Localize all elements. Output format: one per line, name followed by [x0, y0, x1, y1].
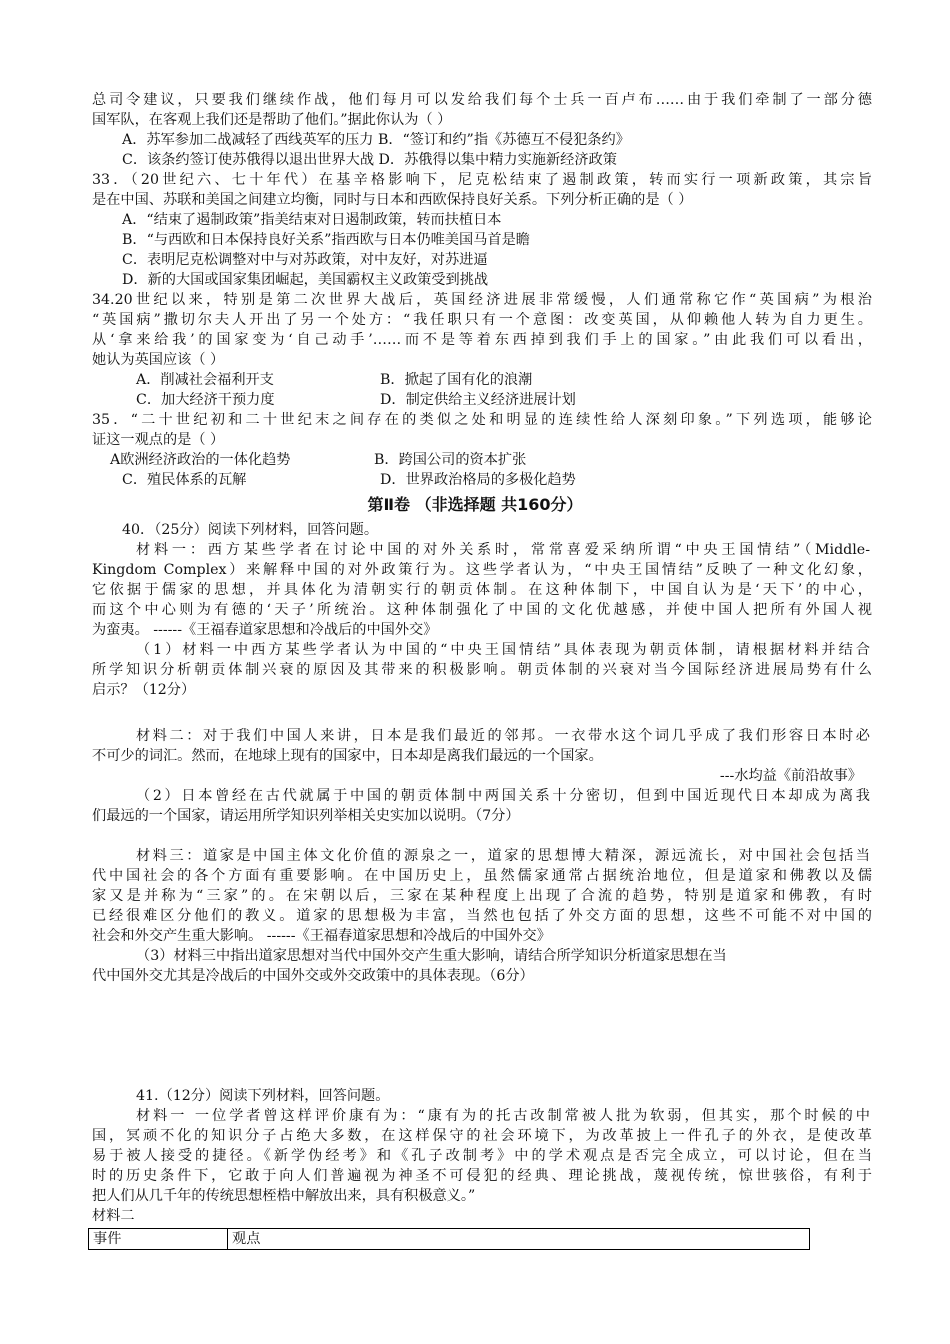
material-1: 材料一：西方某些学者在讨论中国的对外关系时，常常喜爱采纳所谓“中央王国情结”（Middle- — [136, 542, 870, 558]
material-table — [88, 1228, 810, 1250]
option-a: A．削减社会福利开支 — [136, 372, 274, 388]
text-line: 们最远的一个国家，请运用所学知识列举相关史实加以说明。（7分） — [92, 808, 520, 824]
text-line: 她认为英国应该（ ） — [92, 352, 225, 368]
text-line: 证这一观点的是（ ） — [92, 432, 225, 448]
text-line: 所学知识分析朝贡体制兴衰的原因及其带来的积极影响。朝贡体制的兴衰对当今国际经济进展局势有什么 — [92, 662, 872, 678]
text-line: 总司令建议，只要我们继续作战，他们每月可以发给我们每个士兵一百卢布……由于我们牵制了一部分德 — [92, 92, 872, 108]
question-41: 41.（12分）阅读下列材料，回答问题。 — [136, 1088, 390, 1104]
option-b: B．跨国公司的资本扩张 — [374, 452, 527, 468]
option-line: C．该条约签订使苏俄得以退出世界大战 D．苏俄得以集中精力实施新经济政策 — [122, 152, 617, 168]
text-line: 从‘拿来给我’的国家变为‘自己动手’……而不是等着东西掉到我们手上的国家。”由此我们可以看出， — [92, 332, 872, 348]
text-line: 时的历史条件下，它敢于向人们普遍视为神圣不可侵犯的经典、理论挑战，蔑视传统，惊世骇俗，有利于 — [92, 1168, 872, 1184]
question-33: 33．（20世纪六、七十年代）在基辛格影响下，尼克松结束了遏制政策，转而实行一项新政策，其宗旨 — [92, 172, 872, 188]
question-40: 40．（25分）阅读下列材料，回答问题。 — [122, 522, 379, 538]
table-header-viewpoint: 观点 — [228, 1229, 810, 1250]
sub-question-2: （2）日本曾经在古代就属于中国的朝贡体制中两国关系十分密切，但到中国近现代日本却成为离我 — [136, 788, 870, 804]
text-line: 国军队，在客观上我们还是帮助了他们。”据此你认为（ ） — [92, 112, 452, 128]
text-line: 国，冥顽不化的知识分子占绝大多数，在这样保守的社会环境下，为改革披上一件孔子的外衣，是使改革 — [92, 1128, 872, 1144]
text-line: 启示？（12分） — [92, 682, 196, 698]
material-3: 材料三：道家是中国主体文化价值的源泉之一，道家的思想博大精深，源远流长，对中国社会包括当 — [136, 848, 870, 864]
option-c: C．加大经济干预力度 — [136, 392, 275, 408]
text-line: 把人们从几千年的传统思想桎梏中解放出来，具有积极意义。” — [92, 1188, 476, 1204]
option-a: A欧洲经济政治的一体化趋势 — [110, 452, 291, 468]
text-line: 不可少的词汇。然而，在地球上现有的国家中，日本却是离我们最远的一个国家。 — [92, 748, 603, 764]
source-citation: ---水均益《前沿故事》 — [719, 768, 862, 784]
option-d: D．新的大国或国家集团崛起，美国霸权主义政策受到挑战 — [122, 272, 489, 288]
text-line: “英国病”撒切尔夫人开出了另一个处方：“我任职只有一个意图：改变英国，从仰赖他人转为自力更生。 — [92, 312, 872, 328]
sub-question-1: （1）材料一中西方某些学者认为中国的“中央王国情结”具体表现为朝贡体制，请根据材料并结合 — [136, 642, 870, 658]
table-header-row — [89, 1229, 810, 1250]
material-2-label: 材料二 — [92, 1208, 135, 1224]
option-d: D．制定供给主义经济进展计划 — [380, 392, 576, 408]
material-2: 材料二：对于我们中国人来讲，日本是我们最近的邻邦。一衣带水这个词几乎成了我们形容日本时必 — [136, 728, 870, 744]
text-line: 家又是并称为“三家”的。在宋朝以后，三家在某种程度上出现了合流的趋势，特别是道家和佛教，有时 — [92, 888, 872, 904]
sub-question-3: （3）材料三中指出道家思想对当代中国外交产生重大影响，请结合所学知识分析道家思想在当 — [136, 948, 727, 964]
option-b: B．“与西欧和日本保持良好关系”指西欧与日本仍唯美国马首是瞻 — [122, 232, 530, 248]
text-line: 它依据于儒家的思想，并具体化为清朝实行的朝贡体制。在这种体制下，中国自认为是‘天下’的中心， — [92, 582, 872, 598]
option-a: A．“结束了遏制政策”指美结束对日遏制政策，转而扶植日本 — [122, 212, 502, 228]
source-citation: 为蛮夷。 ------《王福春道家思想和冷战后的中国外交》 — [92, 622, 438, 638]
text-line: 是在中国、苏联和美国之间建立均衡，同时与日本和西欧保持良好关系。下列分析正确的是（ ） — [92, 192, 693, 208]
text-line: 已经很难区分他们的教义。道家的思想极为丰富，当然也包括了外交方面的思想，这些不可能不对中国的 — [92, 908, 872, 924]
option-b: B．掀起了国有化的浪潮 — [380, 372, 533, 388]
text-line: 代中国社会的各个方面有重要影响。在中国历史上，虽然儒家通常占据统治地位，但是道家和佛教以及儒 — [92, 868, 872, 884]
text-line: 而这个中心则为有德的‘天子’所统治。这种体制强化了中国的文化优越感，并使中国人把所有外国人视 — [92, 602, 872, 618]
option-c: C．表明尼克松调整对中与对苏政策，对中友好，对苏进逼 — [122, 252, 488, 268]
option-line: A．苏军参加二战减轻了西线英军的压力 B．“签订和约”指《苏德互不侵犯条约》 — [122, 132, 630, 148]
source-citation: 社会和外交产生重大影响。 ------《王福春道家思想和冷战后的中国外交》 — [92, 928, 551, 944]
text-line: Kingdom Complex）来解释中国的对外政策行为。这些学者认为，“中央王国情结”反映了一种文化幻象， — [92, 562, 872, 578]
option-d: D．世界政治格局的多极化趋势 — [380, 472, 576, 488]
text-line: 代中国外交尤其是冷战后的中国外交或外交政策中的具体表现。（6分） — [92, 968, 534, 984]
text-line: 易于被人接受的捷径。《新学伪经考》和《孔子改制考》中的学术观点是否完全成立，可以讨论，但在当 — [92, 1148, 872, 1164]
table-header-event: 事件 — [89, 1229, 228, 1250]
section-heading: 第Ⅱ卷 （非选择题 共160分） — [367, 495, 583, 514]
material-1: 材料一 一位学者曾这样评价康有为：“康有为的托古改制常被人批为软弱，但其实，那个时候的中 — [136, 1108, 870, 1124]
question-35: 35．“二十世纪初和二十世纪末之间存在的类似之处和明显的连续性给人深刻印象。”下列选项，能够论 — [92, 412, 872, 428]
question-34: 34.20世纪以来，特别是第二次世界大战后，英国经济进展非常缓慢，人们通常称它作“英国病”为根治 — [92, 292, 872, 308]
option-c: C．殖民体系的瓦解 — [122, 472, 247, 488]
